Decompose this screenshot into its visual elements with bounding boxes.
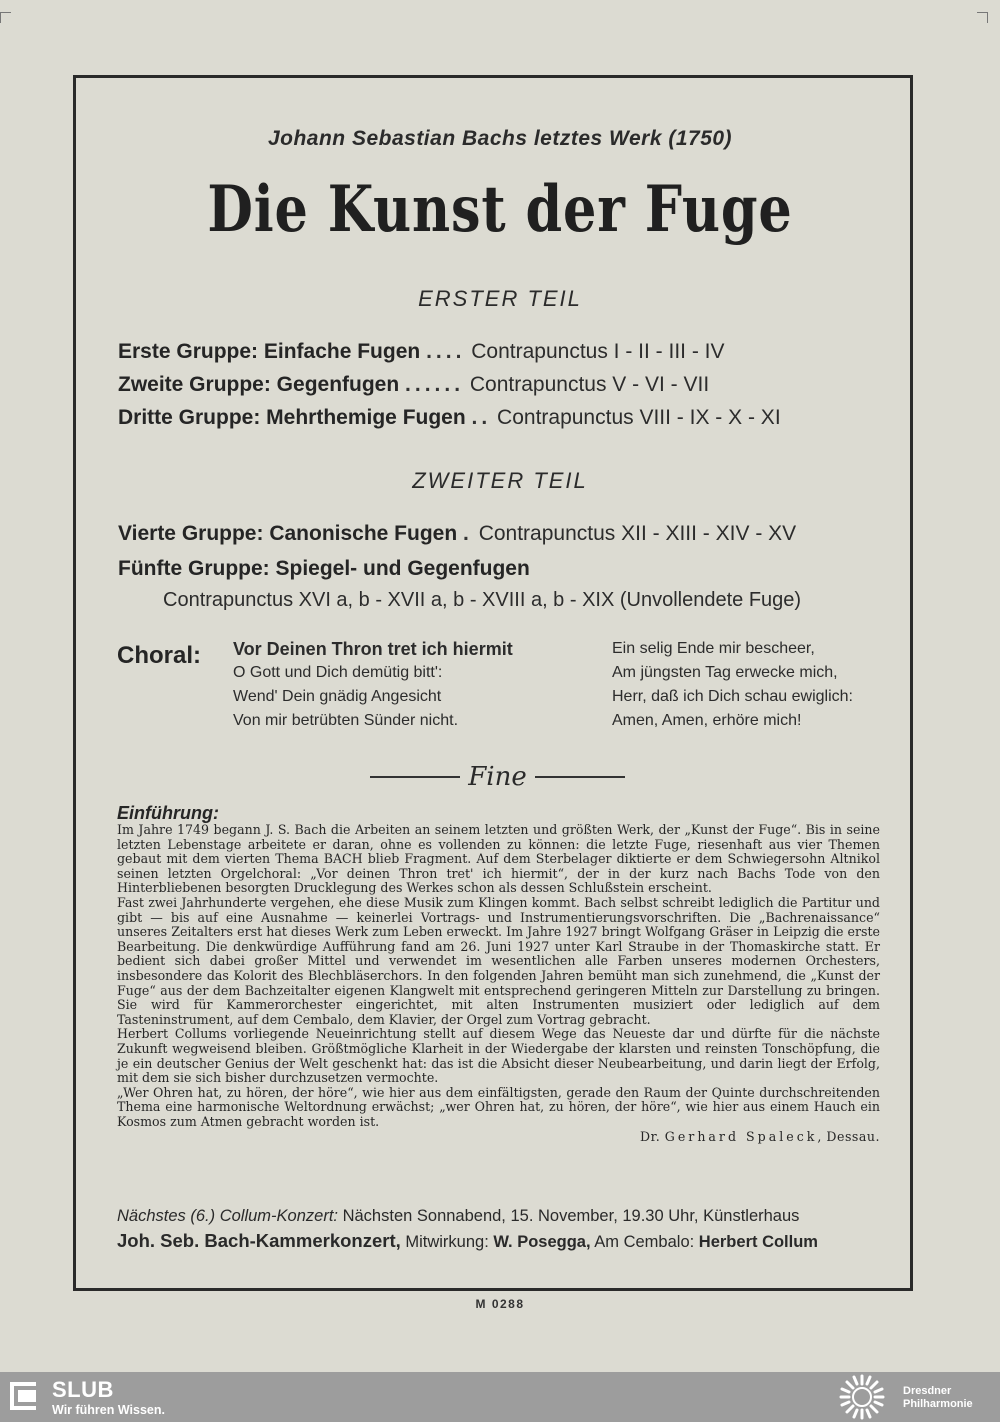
choral-line: Vor Deinen Thron tret ich hiermit (233, 639, 513, 659)
participation-label: Mitwirkung: (405, 1233, 489, 1251)
choral-line: Wend' Dein gnädig Angesicht (233, 688, 442, 705)
introduction-body (117, 823, 880, 1145)
divider-rule (535, 776, 625, 778)
group-name: Dritte Gruppe: Mehrthemige Fugen (118, 406, 466, 429)
signature-place: , Dessau. (817, 1129, 880, 1145)
choral-line: Herr, daß ich Dich schau ewiglich: (612, 688, 853, 705)
orchestra-name (903, 1385, 973, 1411)
group-name: Erste Gruppe: Einfache Fugen (118, 340, 421, 363)
harpsichordist: Herbert Collum (698, 1233, 818, 1251)
choral-line: Von mir betrübten Sünder nicht. (233, 712, 459, 729)
contrapunctus-list: Contrapunctus VIII - IX - X - XI (497, 406, 781, 429)
leader-dots: . (463, 522, 473, 545)
orchestra-name-line-2: Philharmonie (903, 1398, 973, 1410)
library-tagline: Wir führen Wissen. (52, 1403, 165, 1417)
contrapunctus-list-5: Contrapunctus XVI a, b - XVII a, b - XVIII a, b - XIX (Unvollendete Fuge) (163, 589, 802, 611)
choral-line: Amen, Amen, erhöre mich! (612, 712, 802, 729)
group-row-1 (118, 340, 878, 364)
shelfmark: M 0288 (475, 1297, 525, 1311)
group-name: Zweite Gruppe: Gegenfugen (118, 373, 400, 396)
part-two-heading: ZWEITER TEIL (412, 468, 588, 493)
fine-word: Fine (468, 762, 527, 792)
philharmonie-logo-icon (839, 1374, 885, 1420)
group-row-5 (118, 557, 878, 581)
slub-logo-icon (10, 1378, 40, 1414)
contrapunctus-list: Contrapunctus I - II - III - IV (471, 340, 725, 363)
corner-mark-left (0, 12, 11, 23)
choral-label: Choral: (117, 642, 201, 669)
subtitle: Johann Sebastian Bachs letztes Werk (1750) (267, 127, 733, 150)
harpsichord-label: Am Cembalo: (594, 1233, 695, 1251)
group-row-2 (118, 373, 878, 397)
introduction-paragraph: Herbert Collums vorliegende Neueinrichtung stellt auf diesem Wege das Neueste dar und dürfte für die nächste Zukunft wegweisend bleiben. Größtmögliche Klarheit in der Wiedergabe der klarsten und reinsten Tonschöpfung, die je ein deutscher Genius der Welt geschenkt hat: das ist die Absicht dieser Neubearbeitung, und darin liegt der Erfolg, mit dem sie sich bisher durchzusetzen vermochte. (117, 1026, 880, 1086)
main-title: Die Kunst der Fuge (207, 172, 793, 247)
leader-dots: .. (471, 406, 492, 429)
signature-name: Gerhard Spaleck (664, 1129, 818, 1145)
choral-column-1 (233, 637, 513, 733)
choral-line: Ein selig Ende mir bescheer, (612, 640, 815, 657)
introduction-heading: Einführung: (117, 803, 219, 823)
orchestra-name-line-1: Dresdner (903, 1385, 952, 1397)
group-row-4 (118, 522, 878, 546)
next-concert-label: Nächstes (6.) Collum-Konzert: (117, 1207, 338, 1225)
choral-line: O Gott und Dich demütig bitt': (233, 664, 443, 681)
part-one-heading: ERSTER TEIL (418, 286, 582, 311)
corner-mark-right (977, 12, 988, 23)
next-concert-program-line (117, 1230, 818, 1252)
choral-line: Am jüngsten Tag erwecke mich, (612, 664, 838, 681)
footer-bar (0, 1372, 1000, 1422)
introduction-paragraph: „Wer Ohren hat, zu hören, der höre“, wie hier aus dem einfältigsten, gerade den Raum der Quinte durchschreitenden Thema eine harmonische Weltordnung erwächst; „wer Ohren hat, zu hören, der höre“, wie hier aus einem Hauch ein Kosmos zum Atmen gebracht worden ist. (117, 1084, 880, 1129)
leader-dots: .... (426, 340, 466, 363)
introduction-paragraph: Im Jahre 1749 begann J. S. Bach die Arbeiten an seinem letzten und größten Werk, der „Kunst der Fuge“. Bis in seine letzten Lebenstage arbeitete er daran, ohne es vollenden zu können: die letzte Fuge, riesenhaft aus vier Themen gebaut mit dem vierten Thema BACH blieb Fragment. Auf dem Sterbelager diktierte er dem Schwiegersohn Altnikol seinen letzten Orgelchoral: „Vor deinen Thron tret' ich hiermit“, der in der kurz nach Bachs Tode von den Hinterbliebenen besorgten Drucklegung des Werkes schon als dessen Schlußstein erscheint. (117, 822, 880, 896)
contrapunctus-list: Contrapunctus V - VI - VII (469, 373, 710, 396)
participant: W. Posegga, (493, 1233, 591, 1251)
leader-dots: ...... (405, 373, 465, 396)
library-name: SLUB (52, 1377, 114, 1402)
choral-column-2 (612, 637, 853, 733)
author-signature (117, 1130, 880, 1145)
introduction-paragraph: Fast zwei Jahrhunderte vergehen, ehe diese Musik zum Klingen kommt. Bach selbst schreibt lediglich die Partitur und gibt — bis auf eine Ausnahme — keinerlei Vortrags- und Instrumentierungsvorschriften. Die „Bachrenaissance“ unseres Zeitalters erst hat dieses Werk zum Leben erweckt. Im Jahre 1927 bringt Wolfgang Gräser in Leipzig die erste Bearbeitung. Die denkwürdige Aufführung fand am 26. Juni 1927 unter Karl Straube in der Thomaskirche statt. Er bedient sich dabei großer Mittel und verwendet im wesentlichen alle Farben unseres modernen Orchesters, insbesondere das Kolorit des Blechbläserchors. In den folgenden Jahren bemüht man sich zunehmend, die „Kunst der Fuge“ aus der dem Bachzeitalter eigenen Klangwelt mit entsprechend geringeren Mitteln zur Darstellung zu bringen. Sie wird für Kammerorchester eingerichtet, mit alten Instrumenten musiziert oder lediglich auf dem Tasteninstrument, auf dem Cembalo, dem Klavier, der Orgel zum Vortrag gebracht. (117, 894, 880, 1027)
next-concert-details: Nächsten Sonnabend, 15. November, 19.30 Uhr, Künstlerhaus (342, 1207, 800, 1225)
divider-rule (370, 776, 460, 778)
signature-prefix: Dr. (640, 1129, 661, 1145)
group-name: Fünfte Gruppe: Spiegel- und Gegenfugen (118, 557, 530, 580)
group-row-3 (118, 406, 878, 430)
contrapunctus-list: Contrapunctus XII - XIII - XIV - XV (478, 522, 797, 545)
next-concert-title: Joh. Seb. Bach-Kammerkonzert, (117, 1230, 401, 1251)
next-concert-line (117, 1207, 799, 1226)
group-name: Vierte Gruppe: Canonische Fugen (118, 522, 458, 545)
fine-divider (370, 762, 625, 792)
